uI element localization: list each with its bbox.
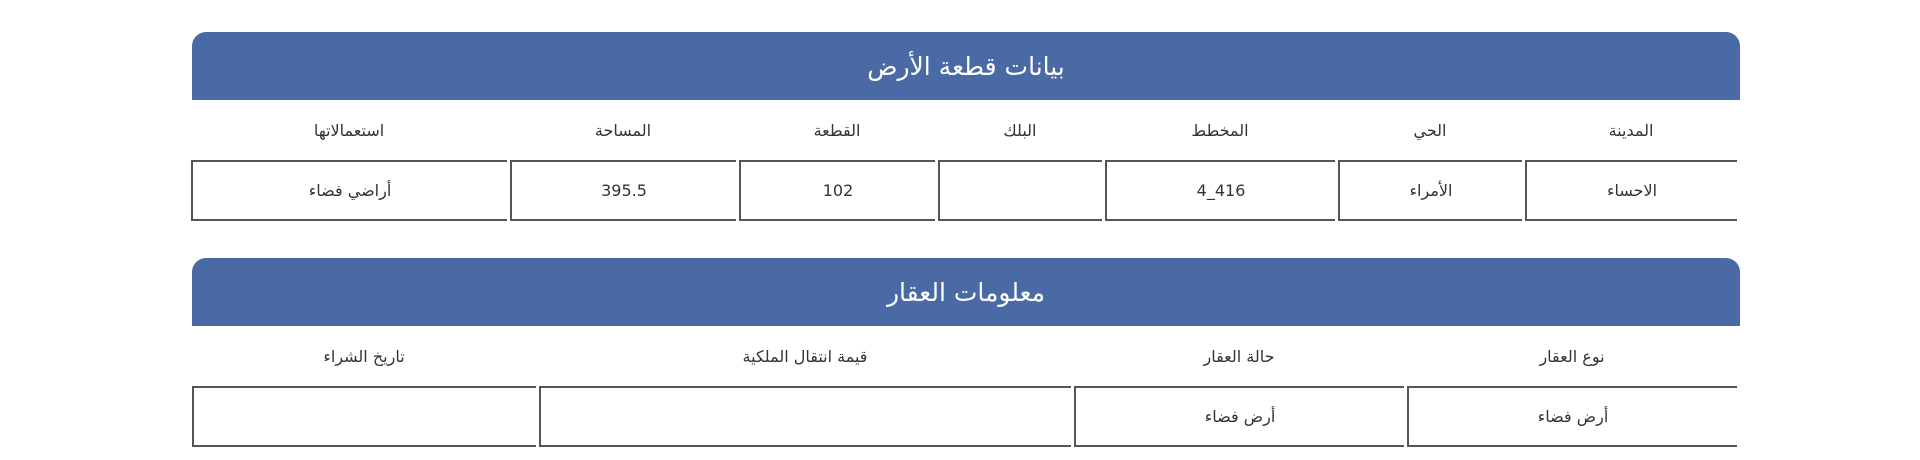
transfer-value-value — [539, 388, 1071, 447]
property-type-value: أرض فضاء — [1407, 388, 1737, 447]
plan-label: المخطط — [1105, 100, 1335, 162]
district-value: الأمراء — [1338, 162, 1522, 221]
property-info-title: معلومات العقار — [192, 258, 1740, 326]
plot-label: القطعة — [739, 100, 935, 162]
property-status-label: حالة العقار — [1074, 326, 1404, 388]
plan-value: 416_4 — [1105, 162, 1335, 221]
purchase-date-label: تاريخ الشراء — [192, 326, 536, 388]
property-status-value: أرض فضاء — [1074, 388, 1404, 447]
usage-value: أراضي فضاء — [191, 162, 507, 221]
usage-label: استعمالاتها — [191, 100, 507, 162]
property-type-label: نوع العقار — [1407, 326, 1737, 388]
transfer-value-label: قيمة انتقال الملكية — [539, 326, 1071, 388]
plot-value: 102 — [739, 162, 935, 221]
city-value: الاحساء — [1525, 162, 1737, 221]
property-info-section — [192, 258, 1740, 447]
area-value: 395.5 — [510, 162, 736, 221]
purchase-date-value — [192, 388, 536, 447]
block-label: البلك — [938, 100, 1102, 162]
block-value — [938, 162, 1102, 221]
city-label: المدينة — [1525, 100, 1737, 162]
district-label: الحي — [1338, 100, 1522, 162]
area-label: المساحة — [510, 100, 736, 162]
property-info-table — [192, 326, 1740, 447]
land-data-title: بيانات قطعة الأرض — [192, 32, 1740, 100]
land-data-table — [192, 100, 1740, 221]
land-data-section — [192, 32, 1740, 221]
